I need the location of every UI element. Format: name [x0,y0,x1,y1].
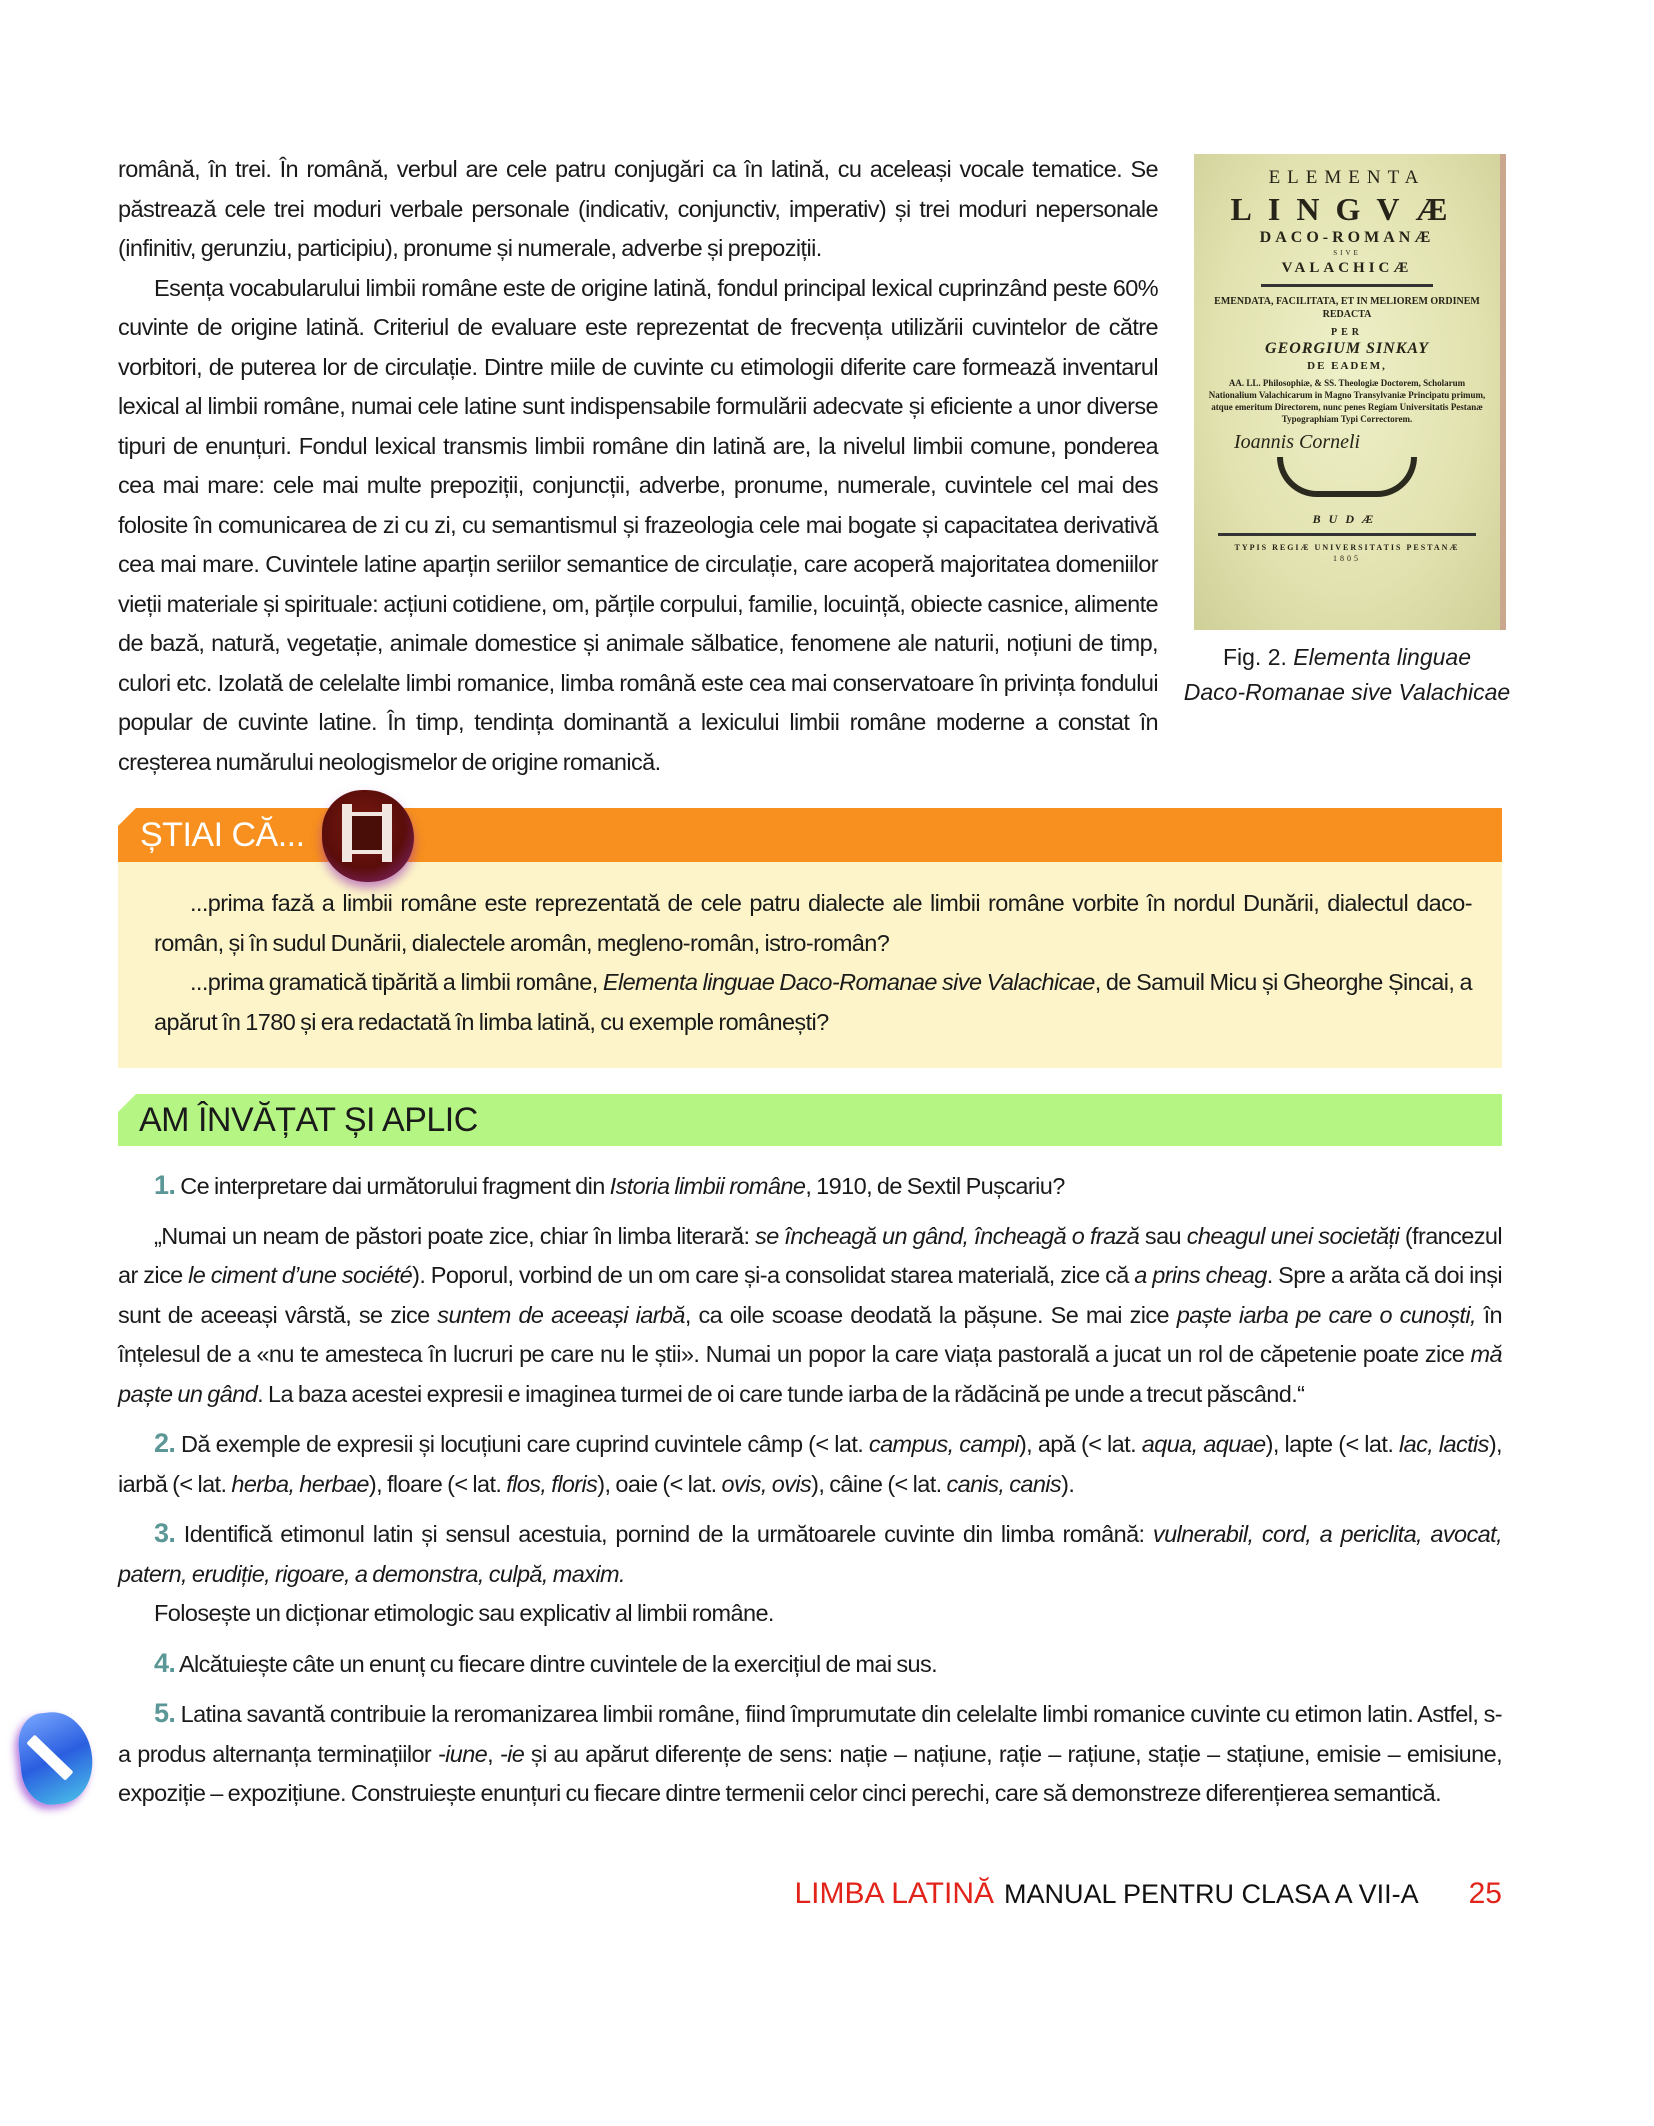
italic-text: a prins cheag [1134,1262,1267,1288]
exercise-items [118,1166,1502,1814]
italic-text: -ie [499,1740,525,1767]
book-line: AA. LL. Philosophiæ, & SS. Theologiæ Doctorem, Scholarum Nationalium Valachicarum in Magno Transylvaniæ Principatu primum, atque emeritum Directorem, nunc penes Regiam Universitatis Pestanæ Typographiam Typi Correctorem. [1208,378,1486,424]
text-segment: Alcătuiește câte un enunț cu fiecare dintre cuvintele de la exercițiul de mai sus. [175,1650,938,1677]
exercise-number: 1. [154,1170,176,1200]
footer-manual: MANUAL PENTRU CLASA A VII-A [1004,1878,1419,1909]
exercise-paragraph [118,1424,1502,1504]
text-segment: . Spre a arăta că doi inși sunt de aceeași vârstă, se zice [118,1262,1502,1328]
footer-subject: LIMBA LATINĂ [794,1876,994,1910]
caption-title: Elementa linguae [1293,644,1472,670]
text-segment: sau [1139,1222,1187,1249]
italic-text: -iune [437,1740,488,1767]
text-segment: , de Samuil Micu și Gheorghe Șincai, a apărut în 1780 și era redactată în limba latină, cu exemple românești? [154,969,1472,1035]
did-you-know-paragraphs [154,884,1472,1042]
figure [1182,154,1512,710]
book-title-page-image [1194,154,1506,630]
exercise-paragraph [118,1166,1502,1207]
book-line: DE EADEM, [1307,360,1387,372]
book-rule [1218,533,1475,536]
book-line: DACO-ROMANÆ [1259,229,1435,246]
text-segment: ). Poporul, vorbind de un om care și-a consolidat starea materială, zice că [412,1262,1135,1288]
italic-text: flos, floris [506,1470,598,1497]
italic-text: lac, lactis [1398,1431,1489,1457]
text-segment: și au apărut diferențe de sens: nație – națiune, rație – rațiune, stație – stațiune, emisie – emisiune, expoziție – expozițiune. Construiește enunțuri cu fiecare dintre termenii celor cinci perechi, care să demonstreze diferențierea semantică. [118,1740,1502,1806]
text-segment: (francezul ar zice [118,1222,1502,1288]
text-segment: , [487,1740,500,1767]
text-segment: ), apă (< lat. [1018,1431,1142,1457]
did-you-know-section [118,808,1502,1068]
film-icon[interactable] [322,790,414,882]
book-line: VALACHICÆ [1281,260,1413,276]
book-line: GEORGIUM SINKAY [1265,340,1429,357]
paragraph [154,963,1472,1042]
intro-text [118,150,1511,782]
exercise-paragraph [118,1514,1502,1594]
caption-prefix: Fig. 2. [1222,644,1287,670]
text-segment: Identifică etimonul latin și sensul acestuia, pornind de la următoarele cuvinte din limba română: [175,1521,1153,1547]
book-line: BUDÆ [1312,512,1382,526]
italic-text: aqua, aquae [1141,1431,1266,1457]
text-segment: , ca oile scoase deodată la pășune. Se mai zice [684,1301,1177,1328]
text-segment: ), iarbă (< lat. [118,1431,1502,1497]
book-rule [1261,284,1433,287]
text-segment: română, în trei. În română, verbul are cele patru conjugări ca în latină, cu aceleași vocale tematice. Se păstrează cele trei moduri verbale personale (indicativ, conjunctiv, imperativ) și trei moduri nepersonale (infinitiv, gerunziu, participiu), pronume și numerale, adverbe și prepoziții. [118,156,1158,261]
exercise-paragraph [118,1694,1502,1814]
book-signature: Ioannis Corneli [1234,431,1361,453]
book-line: PER [1331,327,1363,338]
text-segment: ), oaie (< lat. [597,1470,722,1497]
text-segment: , 1910, de Sextil Pușcariu? [805,1173,1065,1199]
text-segment: ). [1061,1470,1075,1497]
italic-text: Istoria limbii române [609,1173,806,1199]
exercise-number: 3. [154,1518,176,1548]
exercise-paragraph [118,1594,1502,1634]
book-line: LINGVÆ [1230,191,1464,227]
text-segment: Latina savantă contribuie la reromanizarea limbii române, fiind împrumutate din celelalte limbi romanice cuvinte cu etimon latin. Astfel, s-a produs alternanța terminațiilor [118,1701,1502,1767]
exercises-title: AM ÎNVĂȚAT ȘI APLIC [139,1101,478,1139]
book-line: 1805 [1333,554,1361,563]
page-number: 25 [1468,1876,1502,1910]
italic-text: canis, canis [946,1470,1062,1497]
text-segment: „Numai un neam de păstori poate zice, chiar în limba literară: [154,1222,756,1249]
book-line: SIVE [1333,249,1361,257]
text-segment: ), câine (< lat. [811,1470,947,1497]
caption-title: Daco-Romanae sive Valachicae [1183,679,1511,705]
book-ornament-icon [1277,457,1417,497]
text-segment: Ce interpretare dai următorului fragment din [175,1173,610,1199]
did-you-know-header [118,808,1502,862]
exercise-paragraph [118,1644,1502,1685]
pencil-icon[interactable] [15,1708,96,1807]
exercise-number: 2. [154,1428,176,1458]
paragraph [154,884,1472,963]
italic-text: cheagul unei societăți [1186,1222,1400,1249]
exercise-paragraph [118,1217,1502,1415]
book-line: TYPIS REGIÆ UNIVERSITATIS PESTANÆ [1234,543,1460,552]
text-segment: ...prima gramatică tipărită a limbii române, [190,969,603,995]
book-line: ELEMENTA [1268,167,1426,188]
book-line: EMENDATA, FACILITATA, ET IN MELIOREM ORDINEM REDACTA [1214,296,1480,320]
italic-text: se încheagă un gând, încheagă o frază [755,1222,1140,1249]
exercises-header [118,1094,1502,1146]
figure-caption [1182,640,1512,710]
exercise-number: 5. [154,1698,176,1728]
text-segment: ...prima fază a limbii române este reprezentată de cele patru dialecte ale limbii române vorbite în nordul Dunării, dialectul daco-român, și în sudul Dunării, dialectele aromân, megleno-român, istro-român? [154,890,1472,956]
page [118,0,1511,1974]
italic-text: herba, herbae [231,1470,369,1497]
text-segment: . La baza acestei expresii e imaginea turmei de oi care tunde iarba de la rădăcină pe unde a trecut păscând.“ [257,1380,1305,1407]
italic-text: campus, campi [868,1431,1019,1457]
page-footer [118,1874,1502,1914]
exercise-number: 4. [154,1647,176,1678]
italic-text: le ciment d’une société [188,1262,413,1288]
text-segment: în înțelesul de a «nu te amesteca în lucruri pe care nu le știi». Numai un popor la care viața pastorală a jucat un rol de căpetenie poate zice [118,1301,1502,1367]
did-you-know-box [118,862,1502,1068]
italic-text: paște iarba pe care o cunoști, [1176,1301,1476,1328]
text-segment: Dă exemple de expresii și locuțiuni care cuprind cuvintele câmp (< lat. [175,1431,869,1457]
italic-text: mă paște un gând [118,1341,1502,1407]
exercises-section [118,1094,1502,1814]
italic-text: vulnerabil, cord, a periclita, avocat, patern, erudiție, rigoare, a demonstra, culpă, maxim. [118,1521,1502,1587]
exercises-list [118,1166,1502,1814]
did-you-know-title: ȘTIAI CĂ... [140,816,305,854]
text-segment: ), lapte (< lat. [1265,1431,1399,1457]
text-segment: ), floare (< lat. [368,1470,507,1497]
text-segment: Esența vocabularului limbii române este de origine latină, fondul principal lexical cuprinzând peste 60% cuvinte de origine latină. Criteriul de evaluare este reprezentat de frecvența utilizării cuvintelor de către vorbitori, de puterea lor de circulație. Dintre miile de cuvinte cu etimologii diferite care formează inventarul lexical al limbii române, numai cele latine sunt indispensabile formulării adecvate și eficiente a unor diverse tipuri de enunțuri. Fondul lexical transmis limbii române din latină are, la nivelul limbii comune, ponderea cea mai mare: cele mai multe prepoziții, conjuncții, adverbe, pronume, numerale, cuvintele cel mai des folosite în comunicarea de zi cu zi, cu semantismul și frazeologia cele mai bogate și capacitatea derivativă cea mai mare. Cuvintele latine aparțin seriilor semantice de circulație, care acoperă majoritatea domeniilor vieții materiale și spirituale: acțiuni cotidiene, om, părțile corpului, familie, locuință, obiecte casnice, alimente de bază, natură, vegetație, animale domestice și animale sălbatice, fenomene ale naturii, noțiuni de timp, culori etc. Izolată de celelalte limbi romanice, limba română este cea mai conservatoare în privința fondului popular de cuvinte latine. În timp, tendința dominantă a lexicului limbii române moderne a constat în creșterea numărului neologismelor de origine romanică. [118,274,1158,775]
italic-text: ovis, ovis [721,1470,812,1497]
text-segment: Folosește un dicționar etimologic sau explicativ al limbii române. [154,1600,774,1626]
italic-text: Elementa linguae Daco-Romanae sive Valachicae [602,969,1095,995]
italic-text: suntem de aceeași iarbă [437,1301,685,1328]
